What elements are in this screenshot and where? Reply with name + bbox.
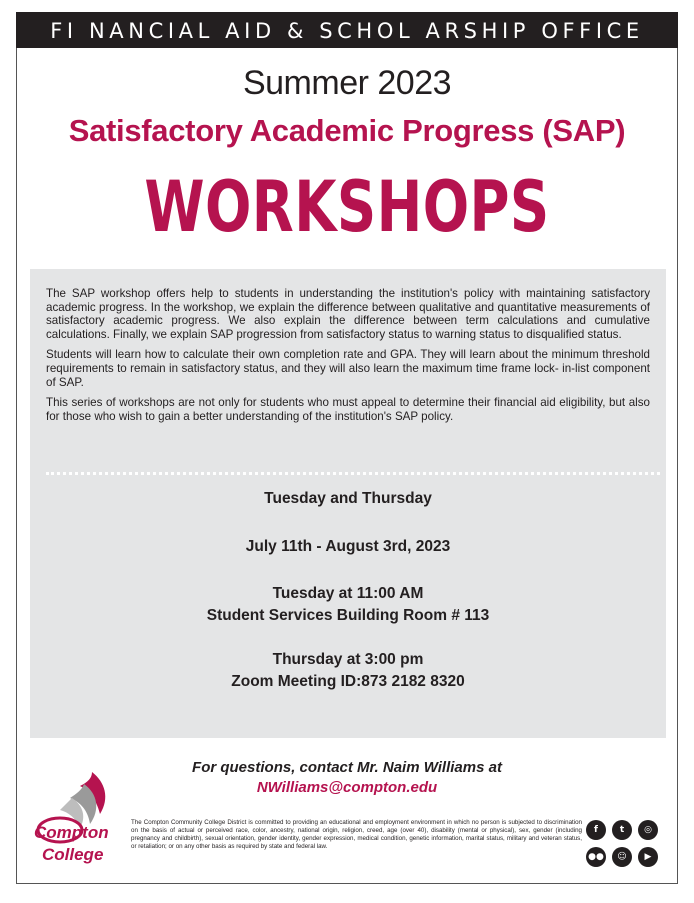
tuesday-time: Tuesday at 11:00 AM bbox=[272, 585, 424, 602]
description-paragraph-2: Students will learn how to calculate their own completion rate and GPA. They will learn about the minimum threshold requirements to remain in satisfactory status, and they will also learn the maximum time frame lock- in-list component of SAP. bbox=[46, 348, 650, 389]
thursday-time: Thursday at 3:00 pm bbox=[272, 651, 424, 668]
dotted-divider bbox=[46, 472, 660, 475]
tuesday-location: Student Services Building Room # 113 bbox=[206, 607, 490, 624]
schedule-dates: July 11th - August 3rd, 2023 bbox=[245, 538, 451, 555]
term-heading: Summer 2023 bbox=[242, 64, 452, 102]
compton-college-logo bbox=[30, 768, 120, 868]
office-banner: FI NANCIAL AID & SCHOL ARSHIP OFFICE bbox=[16, 12, 678, 48]
youtube-icon[interactable]: ▶ bbox=[638, 847, 658, 867]
social-icons bbox=[586, 820, 664, 872]
thursday-location: Zoom Meeting ID:873 2182 8320 bbox=[231, 673, 465, 690]
twitter-icon[interactable]: t bbox=[612, 820, 632, 840]
flickr-icon[interactable]: ●● bbox=[586, 847, 606, 867]
page-title: WORKSHOPS bbox=[144, 166, 550, 248]
description-paragraph-1: The SAP workshop offers help to students in understanding the institution's policy with maintaining satisfactory academic progress. In the workshop, we explain the difference between qualitative and quantitative measurements of satisfactory academic progress. We also explain the difference between term calculations and cumulative calculations. Finally, we explain SAP progression from satisfactory status to warning status to disqualified status. bbox=[46, 287, 650, 341]
instagram-icon[interactable]: ◎ bbox=[638, 820, 658, 840]
workshop-description bbox=[46, 287, 650, 430]
facebook-icon[interactable]: f bbox=[586, 820, 606, 840]
contact-email-link[interactable]: NWilliams@compton.edu bbox=[256, 779, 438, 796]
snapchat-icon[interactable]: ☺ bbox=[612, 847, 632, 867]
logo-text-college: College bbox=[42, 845, 104, 864]
subtitle-heading: Satisfactory Academic Progress (SAP) bbox=[68, 113, 626, 148]
schedule-days: Tuesday and Thursday bbox=[264, 490, 432, 507]
nondiscrimination-statement: The Compton Community College District is committed to providing an educational and employment environment in which no person is subjected to discrimination on the basis of actual or perceived race, color, ancestry, national origin, religion, creed, age (over 40), disability (mental or physical), sex, gender (including pregnancy and childbirth), sexual orientation, gender identity, gender expression, medical condition, genetic information, marital status, military and veteran status, or retaliation; or on any other basis as required by state and federal law. bbox=[131, 819, 582, 850]
contact-text: For questions, contact Mr. Naim Williams at bbox=[192, 759, 502, 776]
description-paragraph-3: This series of workshops are not only for students who must appeal to determine their financial aid eligibility, but also for those who wish to gain a better understanding of the institution's SAP policy. bbox=[46, 396, 650, 423]
logo-text-compton: Compton bbox=[34, 823, 109, 842]
